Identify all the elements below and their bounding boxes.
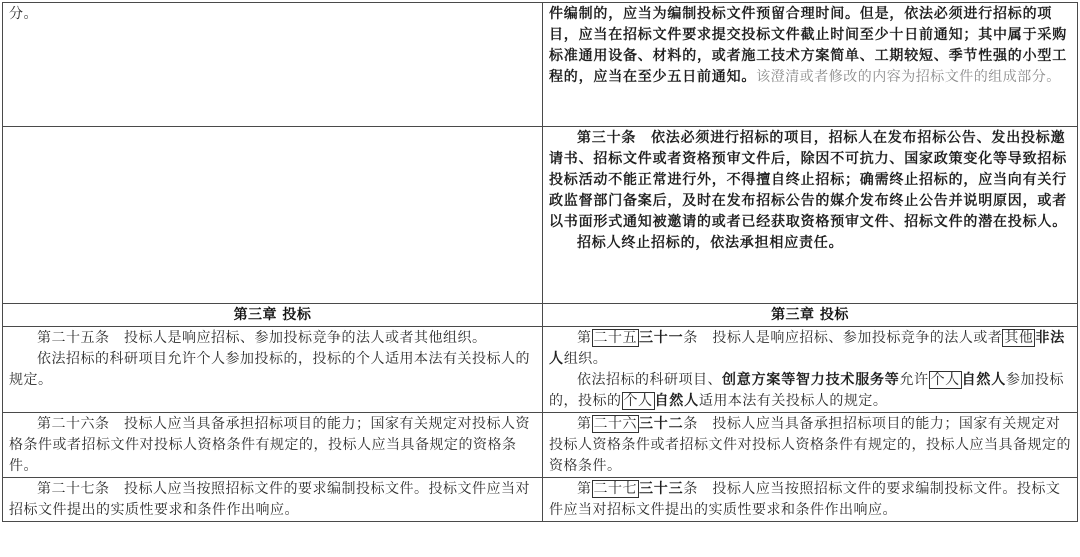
text: 第 [577, 330, 592, 346]
paragraph [549, 370, 1071, 412]
paragraph: 依法招标的科研项目允许个人参加投标的，投标的个人适用本法有关投标人的规定。 [9, 351, 530, 388]
table-row [3, 478, 1078, 522]
text: 允许 [899, 372, 929, 388]
comparison-table [2, 2, 1078, 522]
inserted-text: 三十一 [639, 330, 684, 346]
old-text-cell [3, 413, 543, 478]
text: 第 [577, 416, 592, 432]
old-text: 该澄清或者修改的内容为招标文件的组成部分。 [756, 69, 1061, 85]
new-text-cell [543, 413, 1078, 478]
paragraph: 第二十五条 投标人是响应招标、参加投标竞争的法人或者其他组织。 [37, 330, 487, 346]
inserted-text: 非法人 [549, 330, 1066, 367]
deleted-text: 个人 [930, 372, 960, 388]
new-text-cell [543, 327, 1078, 413]
text: 条 投标人应当具备承担招标项目的能力；国家有关规定对投标人资格条件或者招标文件对投标人资格条件有规定的，投标人应当具备规定的资格条件。 [549, 416, 1071, 474]
inserted-text: 三十二 [639, 416, 684, 432]
text: 条 投标人应当按照招标文件的要求编制投标文件。投标文件应当对招标文件提出的实质性要求和条件作出响应。 [549, 481, 1061, 518]
deleted-text: 二十五 [593, 330, 637, 346]
inserted-text: 自然人 [654, 393, 699, 409]
old-text-cell [3, 3, 543, 127]
text: 条 投标人是响应招标、参加投标竞争的法人或者 [683, 330, 1003, 346]
text: 依法招标的科研项目、 [577, 372, 722, 388]
inserted-text: 创意方案等智力技术服务等 [722, 372, 900, 388]
deleted-text: 其他 [1004, 330, 1034, 346]
text: 组织。 [563, 351, 608, 367]
paragraph [549, 479, 1071, 521]
old-text-cell [3, 478, 543, 522]
deleted-text: 个人 [623, 393, 653, 409]
chapter-heading-old: 第三章 投标 [3, 304, 543, 327]
paragraph: 第二十七条 投标人应当按照招标文件的要求编制投标文件。投标文件应当对招标文件提出的实质性要求和条件作出响应。 [9, 481, 530, 518]
table-row [3, 327, 1078, 413]
inserted-text: 三十三 [639, 481, 684, 497]
paragraph [549, 414, 1071, 477]
paragraph [549, 4, 1071, 88]
text: 参加投标的，投标的 [549, 372, 1065, 409]
text: 第 [577, 481, 592, 497]
paragraph: 分。 [9, 6, 38, 22]
new-text-cell [543, 478, 1078, 522]
deleted-text: 二十七 [593, 481, 637, 497]
new-article-30: 第三十条 依法必须进行招标的项目，招标人在发布招标公告、发出投标邀请书、招标文件或者资格预审文件后，除因不可抗力、国家政策变化等导致招标投标活动不能正常进行外，不得擅自终止招标；确需终止招标的，应当向有关行政监督部门备案后，及时在发布招标公告的媒介发布终止公告并说明原因，或者以书面形式通知被邀请的或者已经获取资格预审文件、招标文件的潜在投标人。 [549, 130, 1067, 230]
table-row [3, 304, 1078, 327]
old-text-cell [3, 327, 543, 413]
text: 适用本法有关投标人的规定。 [698, 393, 888, 409]
chapter-heading-new: 第三章 投标 [543, 304, 1078, 327]
old-text-cell [3, 127, 543, 304]
new-text-cell [543, 127, 1078, 304]
new-text: 件编制的，应当为编制投标文件预留合理时间。但是，依法必须进行招标的项目，应当在招标文件要求提交投标文件截止时间至少十日前通知；其中属于采购标准通用设备、材料的，或者施工技术方案简单、工期较短、季节性强的小型工程的，应当在至少五日前通知。 [549, 6, 1067, 85]
table-row [3, 3, 1078, 127]
new-article-30-para2: 招标人终止招标的，依法承担相应责任。 [577, 235, 844, 251]
paragraph [549, 328, 1071, 370]
paragraph: 第二十六条 投标人应当具备承担招标项目的能力；国家有关规定对投标人资格条件或者招标文件对投标人资格条件有规定的，投标人应当具备规定的资格条件。 [9, 416, 530, 474]
new-text-cell [543, 3, 1078, 127]
inserted-text: 自然人 [961, 372, 1007, 388]
table-row [3, 127, 1078, 304]
table-row [3, 413, 1078, 478]
deleted-text: 二十六 [593, 416, 637, 432]
